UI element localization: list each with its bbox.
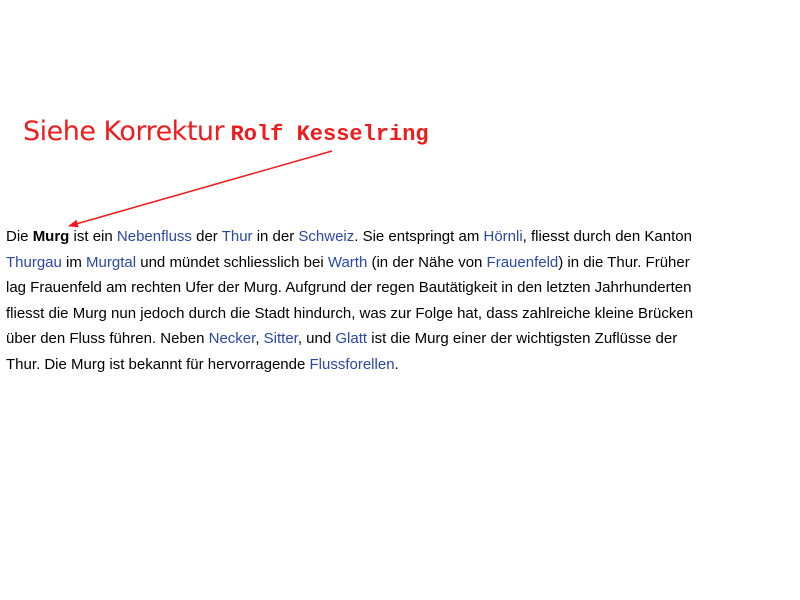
text-segment: in der <box>252 228 299 245</box>
text-segment: ist ein <box>69 228 117 245</box>
article-line <box>6 250 800 276</box>
text-segment: der <box>191 228 222 245</box>
wiki-link[interactable]: Hörnli <box>483 228 523 245</box>
text-segment: . Sie entspringt am <box>354 228 484 245</box>
correction-author: Rolf Kesselring <box>230 122 429 147</box>
text-segment: ist die Murg einer der wichtigsten Zuflüsse der <box>367 330 678 348</box>
arrow-line <box>69 151 332 226</box>
wiki-link[interactable]: Frauenfeld <box>486 253 559 271</box>
article-line <box>6 326 800 352</box>
article-line <box>6 275 800 301</box>
text-segment: Thur. Die Murg ist bekannt für hervorragende <box>6 355 310 373</box>
text-segment: . <box>394 355 399 373</box>
article-line <box>6 224 800 250</box>
article-line <box>6 301 800 327</box>
wiki-link[interactable]: Murgtal <box>86 253 137 271</box>
text-segment: ) in die Thur. Früher <box>558 253 690 271</box>
text-segment: und mündet schliesslich bei <box>136 253 328 271</box>
wiki-link[interactable]: Flussforellen <box>309 355 395 373</box>
text-segment: (in der Nähe von <box>367 253 487 271</box>
text-segment: fliesst die Murg nun jedoch durch die Stadt hindurch, was zur Folge hat, dass zahlreiche kleine Brücken <box>6 304 694 322</box>
wiki-link[interactable]: Nebenfluss <box>116 228 192 245</box>
text-segment: , fliesst durch den Kanton <box>522 228 692 245</box>
text-segment: Die <box>6 228 33 245</box>
text-segment: im <box>61 253 87 271</box>
wiki-link[interactable]: Necker <box>208 330 256 348</box>
text-segment: über den Fluss führen. Neben <box>6 330 209 348</box>
text-segment: , <box>255 330 264 348</box>
correction-title: Siehe Korrektur <box>23 116 225 147</box>
article-paragraph <box>6 224 800 378</box>
correction-note <box>23 116 429 147</box>
article-line <box>6 352 800 378</box>
text-segment: lag Frauenfeld am rechten Ufer der Murg. Aufgrund der regen Bautätigkeit in den letzten Jahrhunderten <box>6 279 692 297</box>
bold-term: Murg <box>32 228 70 245</box>
text-segment: , und <box>297 330 336 348</box>
wiki-link[interactable]: Thurgau <box>6 253 62 271</box>
wiki-link[interactable]: Warth <box>327 253 368 271</box>
wiki-link[interactable]: Sitter <box>263 330 298 348</box>
wiki-link[interactable]: Schweiz <box>298 228 355 245</box>
wiki-link[interactable]: Glatt <box>335 330 368 348</box>
wiki-link[interactable]: Thur <box>221 228 253 245</box>
